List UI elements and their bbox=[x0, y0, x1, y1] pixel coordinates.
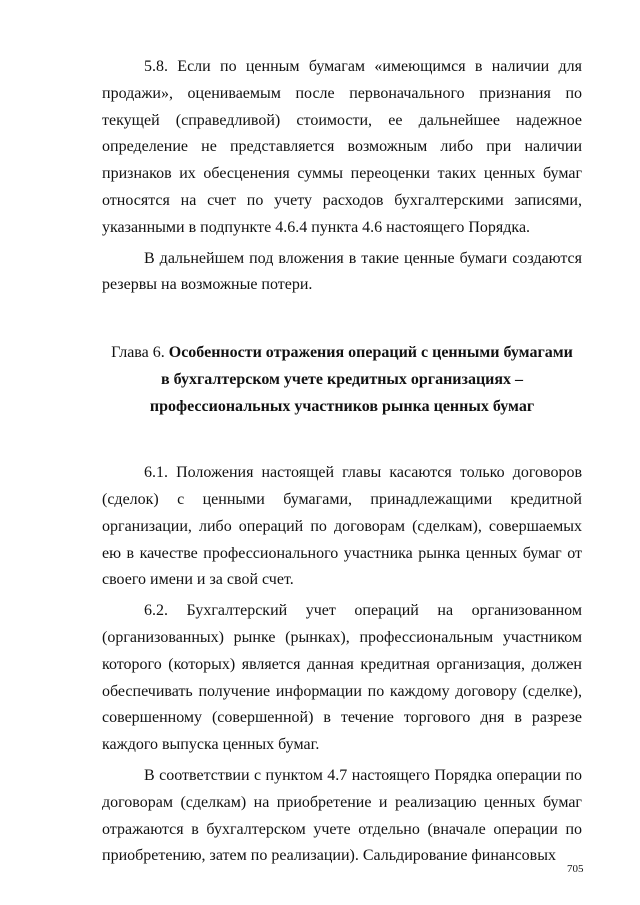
page-number: 705 bbox=[567, 863, 584, 875]
chapter-label: Глава 6. bbox=[111, 344, 169, 362]
paragraph-6-1: 6.1. Положения настоящей главы касаются только договоров (сделок) с ценными бумагами, принадлежащими кредитной организации, либо операций по договорам (сделкам), совершаемых ею в качестве профессионального участника рынка ценных бумаг от своего имени и за свой счет. bbox=[102, 464, 582, 589]
paragraph-6-2: 6.2. Бухгалтерский учет операций на организованном (организованных) рынке (рынках), профессиональным участником которого (которых) является данная кредитная организация, должен обеспечивать получение информации по каждому договору (сделке), совершенному (совершенной) в течение торгового дня в разрезе каждого выпуска ценных бумаг. bbox=[102, 602, 582, 754]
paragraph-4-7-reference: В соответствии с пунктом 4.7 настоящего Порядка операции по договорам (сделкам) на приобретение и реализацию ценных бумаг отражаются в бухгалтерском учете отдельно (вначале операции по приобретению, затем по реализации). Сальдирование финансовых bbox=[102, 766, 582, 865]
chapter-title: Особенности отражения операций с ценными бумагами в бухгалтерском учете кредитных организациях – профессиональных участников рынка ценных бумаг bbox=[149, 344, 573, 416]
paragraph-reserves: В дальнейшем под вложения в такие ценные бумаги создаются резервы на возможные потери. bbox=[102, 249, 582, 294]
chapter-heading bbox=[102, 339, 582, 420]
paragraph-5-8: 5.8. Если по ценным бумагам «имеющимся в наличии для продажи», оцениваемым после первоначального признания по текущей (справедливой) стоимости, ее дальнейшее надежное определение не представляется возможным либо при наличии признаков их обесценения суммы переоценки таких ценных бумаг относятся на счет по учету расходов бухгалтерскими записями, указанными в подпункте 4.6.4 пункта 4.6 настоящего Порядка. bbox=[102, 58, 582, 236]
document-page bbox=[102, 54, 582, 870]
